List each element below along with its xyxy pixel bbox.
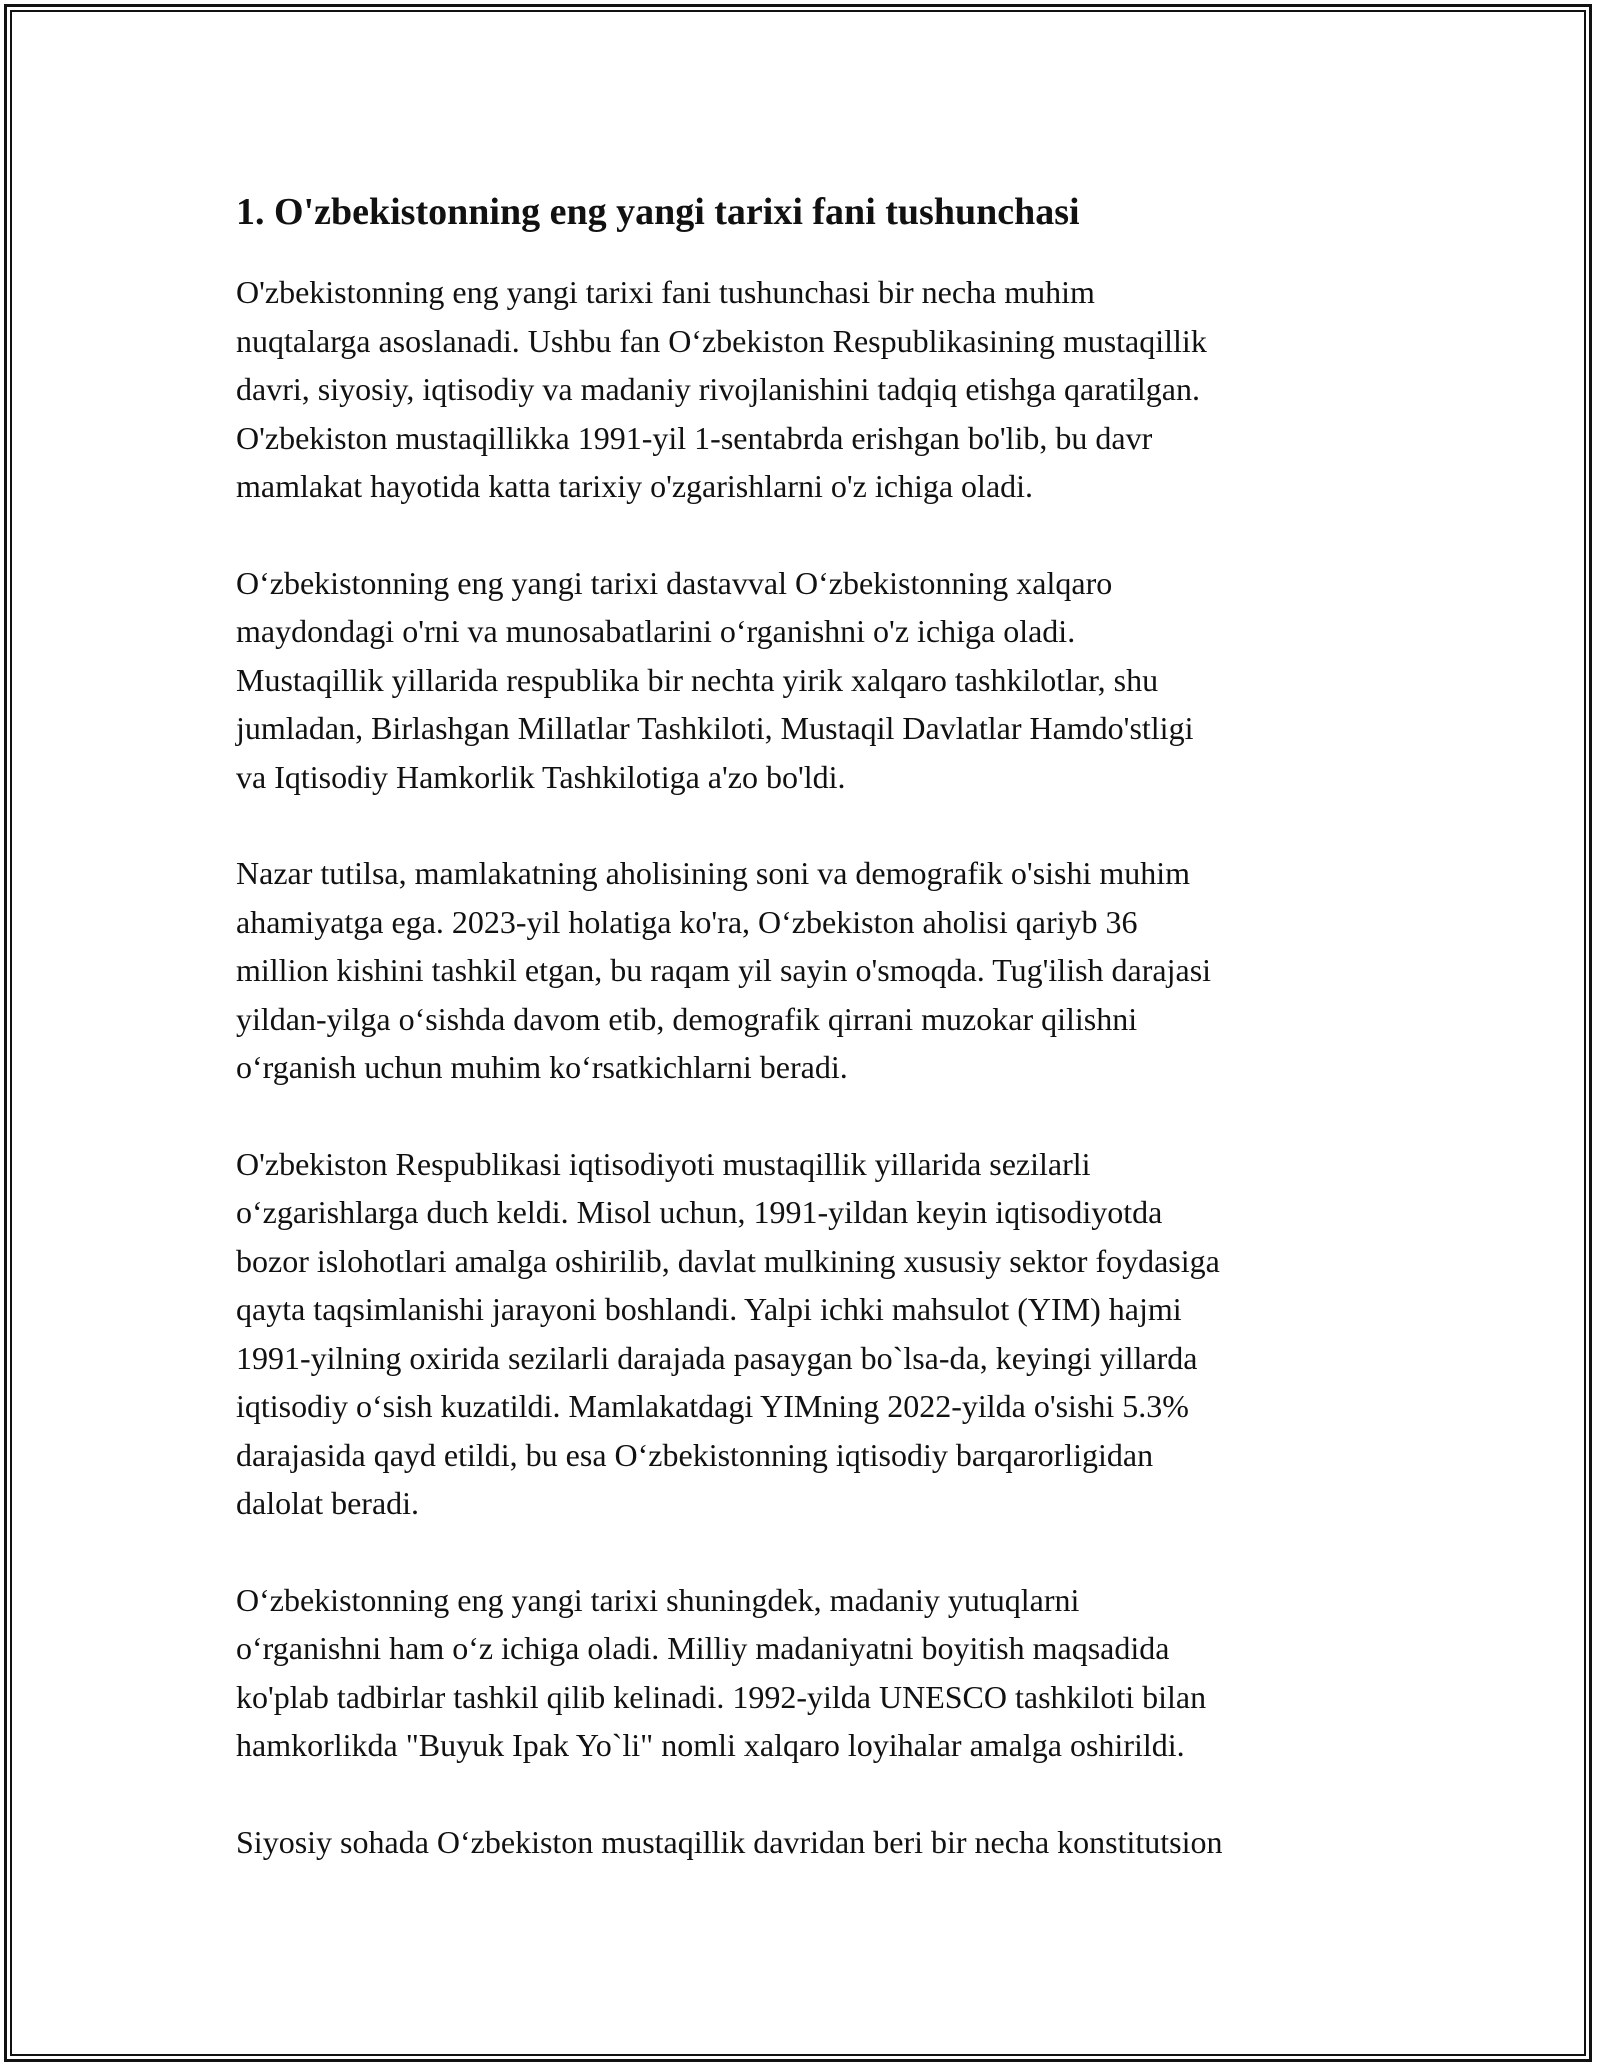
paragraph-5: O‘zbekistonning eng yangi tarixi shuningdek, madaniy yutuqlarni o‘rganishni ham o‘z ichiga oladi. Milliy madaniyatni boyitish maqsadida ko'plab tadbirlar tashkil qilib kelinadi. 1992-yilda UNESCO tashkiloti bilan hamkorlikda "Buyuk Ipak Yo`li" nomli xalqaro loyihalar amalga oshirildi. <box>236 1581 1207 1763</box>
paragraph-2: O‘zbekistonning eng yangi tarixi dastavval O‘zbekistonning xalqaro maydondagi o'rni va munosabatlarini o‘rganishni o'z ichiga oladi. Mustaqillik yillarida respublika bir nechta yirik xalqaro tashkilotlar, shu jumladan, Birlashgan Millatlar Tashkiloti, Mustaqil Davlatlar Hamdo'stligi va Iqtisodiy Hamkorlik Tashkilotiga a'zo bo'ldi. <box>236 564 1194 795</box>
document-body <box>236 186 1366 1914</box>
paragraph-4: O'zbekiston Respublikasi iqtisodiyoti mustaqillik yillarida sezilarli o‘zgarishlarga duch keldi. Misol uchun, 1991-yildan keyin iqtisodiyotda bozor islohotlari amalga oshirilib, davlat mulkining xususiy sektor foydasiga qayta taqsimlanishi jarayoni boshlandi. Yalpi ichki mahsulot (YIM) hajmi 1991-yilning oxirida sezilarli darajada pasaygan bo`lsa-da, keyingi yillarda iqtisodiy o‘sish kuzatildi. Mamlakatdagi YIMning 2022-yilda o'sishi 5.3% darajasida qayd etildi, bu esa O‘zbekistonning iqtisodiy barqarorligidan dalolat beradi. <box>236 1145 1220 1521</box>
section-heading: 1. O'zbekistonning eng yangi tarixi fani tushunchasi <box>236 191 1080 233</box>
paragraph-3: Nazar tutilsa, mamlakatning aholisining soni va demografik o'sishi muhim ahamiyatga ega. 2023-yil holatiga ko'ra, O‘zbekiston aholisi qariyb 36 million kishini tashkil etgan, bu raqam yil sayin o'smoqda. Tug'ilish darajasi yildan-yilga o‘sishda davom etib, demografik qirrani muzokar qilishni o‘rganish uchun muhim ko‘rsatkichlarni beradi. <box>236 855 1212 1085</box>
paragraph-1: O'zbekistonning eng yangi tarixi fani tushunchasi bir necha muhim nuqtalarga asoslanadi. Ushbu fan O‘zbekiston Respublikasining mustaqillik davri, siyosiy, iqtisodiy va madaniy rivojlanishini tadqiq etishga qaratilgan. O'zbekiston mustaqillikka 1991-yil 1-sentabrda erishgan bo'lib, bu davr mamlakat hayotida katta tarixiy o'zgarishlarni o'z ichiga oladi. <box>236 274 1207 504</box>
paragraph-6: Siyosiy sohada O‘zbekiston mustaqillik davridan beri bir necha konstitutsion <box>236 1823 1223 1860</box>
